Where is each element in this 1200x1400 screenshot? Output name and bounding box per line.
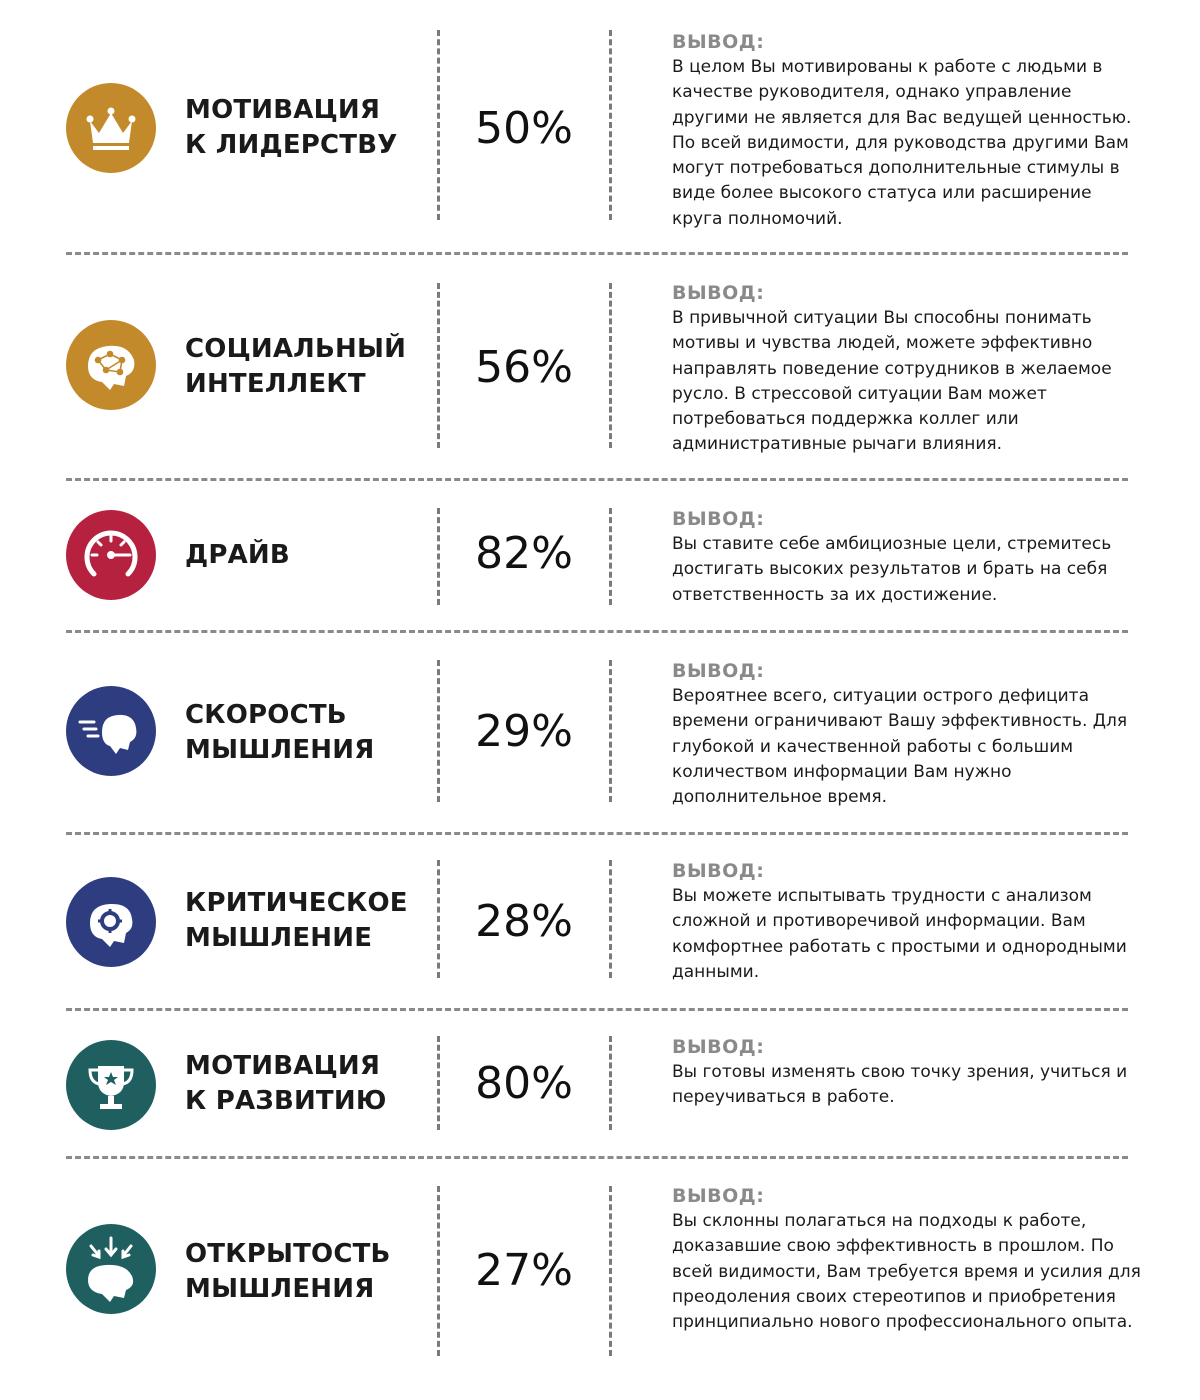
metric-percent: 29% bbox=[475, 706, 573, 757]
conclusion-text: Вероятнее всего, ситуации острого дефицита времени ограничивают Вашу эффективность. Для глубокой и качественной работы с большим количеством информации Вам нужно дополнительное время. bbox=[672, 686, 1128, 808]
metric-percent: 56% bbox=[475, 342, 573, 393]
conclusion-label: ВЫВОД: bbox=[672, 282, 765, 304]
conclusion-text: Вы ставите себе амбициозные цели, стремитесь достигать высоких результатов и брать на себя ответственность за их достижение. bbox=[672, 534, 1112, 605]
row-separator bbox=[66, 1008, 1128, 1011]
crown-icon bbox=[66, 83, 156, 173]
metric-title: СКОРОСТЬ МЫШЛЕНИЯ bbox=[185, 700, 375, 765]
divider bbox=[609, 30, 612, 220]
metric-title: КРИТИЧЕСКОЕ МЫШЛЕНИЕ bbox=[185, 888, 408, 953]
conclusion-label: ВЫВОД: bbox=[672, 508, 765, 530]
conclusion-text: Вы готовы изменять свою точку зрения, учиться и переучиваться в работе. bbox=[672, 1062, 1128, 1108]
conclusion-label: ВЫВОД: bbox=[672, 860, 765, 882]
divider bbox=[609, 283, 612, 448]
divider bbox=[437, 1036, 440, 1130]
row-separator bbox=[66, 1156, 1128, 1159]
metric-title: ДРАЙВ bbox=[185, 540, 290, 570]
divider bbox=[437, 860, 440, 978]
conclusion bbox=[672, 1035, 1142, 1111]
network-brain-icon bbox=[66, 320, 156, 410]
conclusion-label: ВЫВОД: bbox=[672, 1185, 765, 1207]
row-separator bbox=[66, 832, 1128, 835]
metric-title: СОЦИАЛЬНЫЙ ИНТЕЛЛЕКТ bbox=[185, 334, 407, 399]
divider bbox=[609, 508, 612, 605]
open-mind-icon bbox=[66, 1224, 156, 1314]
conclusion-label: ВЫВОД: bbox=[672, 31, 765, 53]
divider bbox=[437, 508, 440, 605]
conclusion-text: В целом Вы мотивированы к работе с людьми в качестве руководителя, однако управление другими не является для Вас ведущей ценностью. По всей видимости, для руководства другими Вам могут потребоваться дополнительные стимулы в виде более высокого статуса или расширение круга полномочий. bbox=[672, 57, 1132, 229]
conclusion bbox=[672, 859, 1142, 985]
conclusion bbox=[672, 1184, 1142, 1335]
metric-title: ОТКРЫТОСТЬ МЫШЛЕНИЯ bbox=[185, 1239, 391, 1304]
conclusion-text: В привычной ситуации Вы способны понимать мотивы и чувства людей, можете эффективно направлять поведение сотрудников в желаемое русло. В стрессовой ситуации Вам может потребоваться поддержка коллег или административные рычаги влияния. bbox=[672, 308, 1112, 455]
divider bbox=[609, 860, 612, 978]
metric-title: МОТИВАЦИЯ К ЛИДЕРСТВУ bbox=[185, 95, 398, 160]
divider bbox=[609, 1186, 612, 1356]
conclusion-text: Вы можете испытывать трудности с анализом сложной и противоречивой информации. Вам комфортнее работать с простыми и однородными данными. bbox=[672, 886, 1127, 982]
divider bbox=[437, 660, 440, 802]
divider bbox=[437, 283, 440, 448]
metric-percent: 28% bbox=[475, 896, 573, 947]
divider bbox=[609, 660, 612, 802]
conclusion bbox=[672, 659, 1142, 810]
row-separator bbox=[66, 252, 1128, 255]
metric-percent: 27% bbox=[475, 1245, 573, 1296]
metric-title: МОТИВАЦИЯ К РАЗВИТИЮ bbox=[185, 1051, 387, 1116]
divider bbox=[437, 1186, 440, 1356]
speedometer-icon bbox=[66, 510, 156, 600]
row-separator bbox=[66, 630, 1128, 633]
conclusion bbox=[672, 30, 1142, 232]
divider bbox=[609, 1036, 612, 1130]
divider bbox=[437, 30, 440, 220]
row-separator bbox=[66, 478, 1128, 481]
conclusion bbox=[672, 507, 1142, 608]
gear-head-icon bbox=[66, 877, 156, 967]
metric-percent: 80% bbox=[475, 1058, 573, 1109]
metric-percent: 82% bbox=[475, 528, 573, 579]
trophy-icon bbox=[66, 1040, 156, 1130]
metric-percent: 50% bbox=[475, 103, 573, 154]
conclusion-label: ВЫВОД: bbox=[672, 1036, 765, 1058]
conclusion-label: ВЫВОД: bbox=[672, 660, 765, 682]
conclusion bbox=[672, 281, 1142, 458]
fast-brain-icon bbox=[66, 686, 156, 776]
conclusion-text: Вы склонны полагаться на подходы к работе, доказавшие свою эффективность в прошлом. По всей видимости, Вам требуется время и усилия для преодоления своих стереотипов и приобретения принципиально нового профессионального опыта. bbox=[672, 1211, 1141, 1333]
